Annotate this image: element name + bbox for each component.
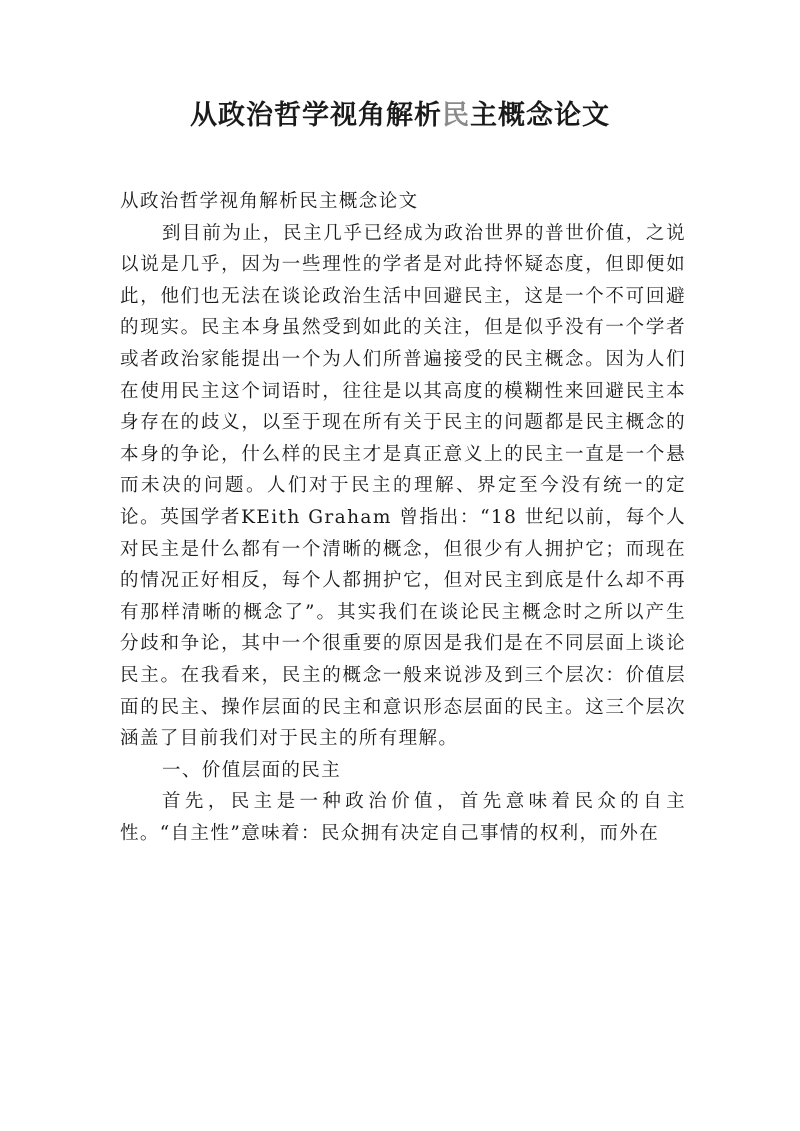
document-body [120, 186, 686, 849]
title-text-before: 从政治哲学视角解析 [190, 100, 442, 131]
paragraph-value-democracy: 首先，民主是一种政治价值，首先意味着民众的自主性。“自主性”意味着：民众拥有决定自己事情的权利，而外在 [120, 791, 686, 844]
title-text-highlight: 民 [442, 100, 470, 131]
document-title [0, 96, 800, 136]
paragraph-intro: 到目前为止，民主几乎已经成为政治世界的普世价值，之说以说是几乎，因为一些理性的学者是对此持怀疑态度，但即便如此，他们也无法在谈论政治生活中回避民主，这是一个不可回避的现实。民主本身虽然受到如此的关注，但是似乎没有一个学者或者政治家能提出一个为人们所普遍接受的民主概念。因为人们在使用民主这个词语时，往往是以其高度的模糊性来回避民主本身存在的歧义，以至于现在所有关于民主的问题都是民主概念的本身的争论，什么样的民主才是真正意义上的民主一直是一个悬而未决的问题。人们对于民主的理解、界定至今没有统一的定论。英国学者KEith Graham 曾指出：“18 世纪以前，每个人对民主是什么都有一个清晰的概念，但很少有人拥护它；而现在的情况正好相反，每个人都拥护它，但对民主到底是什么却不再有那样清晰的概念了”。其实我们在谈论民主概念时之所以产生分歧和争论，其中一个很重要的原因是我们是在不同层面上谈论民主。在我看来，民主的概念一般来说涉及到三个层次：价值层面的民主、操作层面的民主和意识形态层面的民主。这三个层次涵盖了目前我们对于民主的所有理解。 [120, 222, 686, 750]
section-heading: 一、价值层面的民主 [162, 759, 342, 781]
title-text-after: 主概念论文 [470, 100, 610, 131]
document-subtitle: 从政治哲学视角解析民主概念论文 [120, 191, 419, 212]
